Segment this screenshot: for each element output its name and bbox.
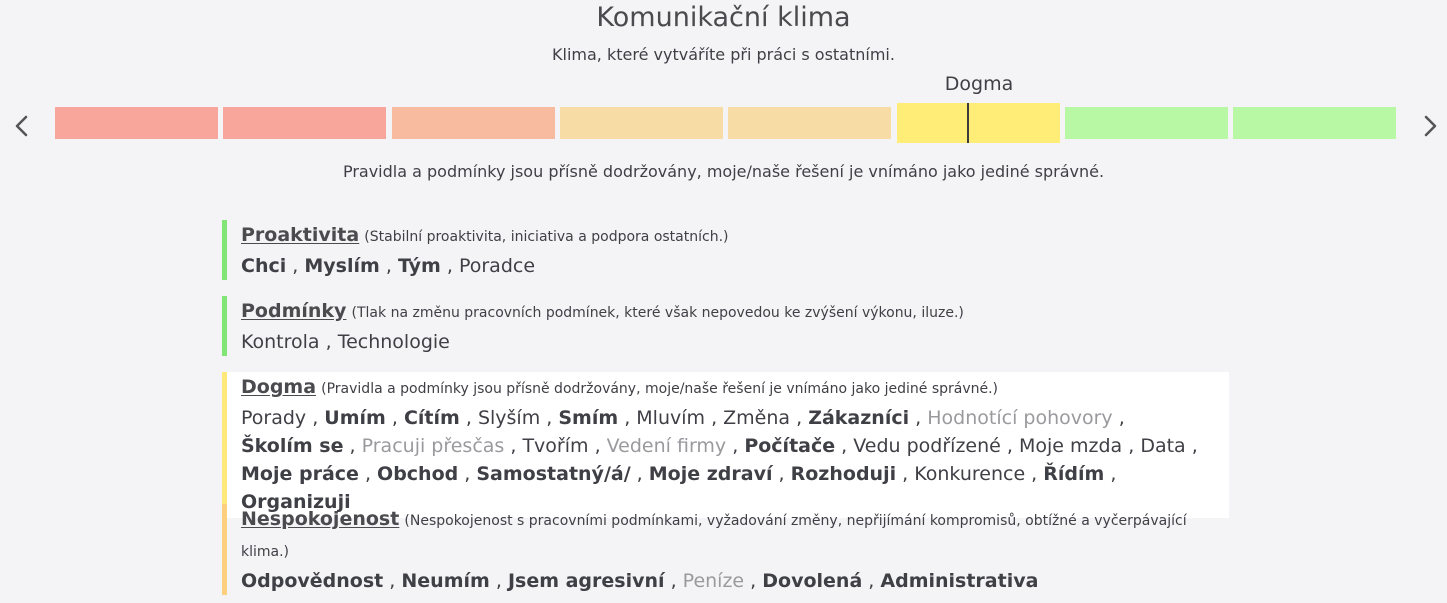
tag-item: Odpovědnost bbox=[241, 570, 384, 592]
tag-item: Mluvím bbox=[636, 407, 706, 429]
card-header bbox=[241, 372, 1229, 404]
tag-item: Slyším bbox=[477, 407, 541, 429]
card-note: (Tlak na změnu pracovních podmínek, které však nepovedou ke zvýšení výkonu, iluze.) bbox=[351, 305, 964, 321]
tag-item: Moje zdraví bbox=[648, 463, 773, 485]
scale-description: Pravidla a podmínky jsou přísně dodržovány, moje/naše řešení je vnímáno jako jediné správné. bbox=[342, 162, 1105, 181]
tag-item: Dovolená bbox=[762, 570, 863, 592]
card-title-link[interactable]: Nespokojenost bbox=[241, 508, 400, 530]
tag-item: Cítím bbox=[403, 407, 460, 429]
tag-item: Technologie bbox=[337, 331, 450, 353]
scale-active-label: Dogma bbox=[944, 73, 1014, 95]
card-note: (Stabilní proaktivita, iniciativa a podpora ostatních.) bbox=[364, 229, 729, 245]
tag-item: Samostatný/á/ bbox=[476, 463, 631, 485]
tag-item: Tvořím bbox=[522, 435, 589, 457]
tag-item: Myslím bbox=[304, 255, 380, 277]
card-tag-list: Chci , Myslím , Tým , Poradce bbox=[241, 255, 536, 277]
card-note: (Nespokojenost s pracovními podmínkami, vyžadování změny, nepřijímání kompromisů, obtížné a vyčerpávající klima.) bbox=[241, 513, 1187, 560]
chevron-right-icon bbox=[1416, 108, 1444, 144]
tag-item: Školím se bbox=[241, 435, 344, 457]
tag-item: Tým bbox=[397, 255, 441, 277]
card-tag-list: Porady , Umím , Cítím , Slyším , Smím , Mluvím , Změna , Zákazníci , Hodnotící pohovory , Školím se , Pracuji přesčas , Tvořím , Vedení firmy , Počítače , Vedu podřízené , Moje mzda , Data , Moje práce , Obchod , Samostatný/á/ , Moje zdraví , Rozhoduji , Konkurence , Řídím , Organizuji bbox=[241, 407, 1198, 513]
tag-item: Obchod bbox=[377, 463, 459, 485]
tag-item: Moje mzda bbox=[1018, 435, 1123, 457]
scale-segment-5[interactable] bbox=[728, 107, 891, 139]
scale-segment-7[interactable] bbox=[1065, 107, 1228, 139]
prev-button[interactable] bbox=[8, 108, 36, 144]
tag-item: Umím bbox=[324, 407, 386, 429]
scale-segment-1[interactable] bbox=[55, 107, 218, 139]
page-title: Komunikační klima bbox=[596, 2, 851, 33]
page-subtitle: Klima, které vytváříte při práci s ostatními. bbox=[552, 45, 895, 64]
climate-card-nespokojenost bbox=[222, 504, 1229, 595]
tag-item: Data bbox=[1140, 435, 1186, 457]
tag-item: Organizuji bbox=[241, 491, 351, 513]
card-header bbox=[241, 296, 1229, 328]
tag-item: Chci bbox=[241, 255, 287, 277]
tag-item: Zákazníci bbox=[808, 407, 910, 429]
climate-card-dogma bbox=[222, 372, 1229, 518]
card-header bbox=[241, 504, 1229, 567]
tag-item: Konkurence bbox=[914, 463, 1026, 485]
next-button[interactable] bbox=[1416, 108, 1444, 144]
tag-item: Změna bbox=[723, 407, 791, 429]
tag-item: Peníze bbox=[682, 570, 745, 592]
card-title-link[interactable]: Proaktivita bbox=[241, 224, 360, 246]
card-header bbox=[241, 220, 1229, 252]
scale-segment-6[interactable] bbox=[897, 103, 1060, 143]
tag-item: Kontrola bbox=[241, 331, 320, 353]
tag-item: Vedu podřízené bbox=[853, 435, 1001, 457]
tag-item: Vedení firmy bbox=[606, 435, 727, 457]
tag-item: Pracuji přesčas bbox=[361, 435, 505, 457]
tag-item: Smím bbox=[558, 407, 619, 429]
scale-marker bbox=[967, 103, 969, 143]
tag-item: Hodnotící pohovory bbox=[927, 407, 1113, 429]
climate-card-proaktivita bbox=[222, 220, 1229, 280]
card-color-bar bbox=[222, 220, 227, 280]
tag-item: Řídím bbox=[1043, 463, 1105, 485]
scale-segment-3[interactable] bbox=[392, 107, 555, 139]
tag-item: Moje práce bbox=[241, 463, 359, 485]
card-tag-list: Kontrola , Technologie bbox=[241, 331, 450, 353]
tag-item: Rozhoduji bbox=[790, 463, 897, 485]
tag-item: Jsem agresivní bbox=[507, 570, 665, 592]
card-color-bar bbox=[222, 372, 227, 518]
card-color-bar bbox=[222, 504, 227, 595]
card-tag-list: Odpovědnost , Neumím , Jsem agresivní , Peníze , Dovolená , Administrativa bbox=[241, 570, 1039, 592]
card-color-bar bbox=[222, 296, 227, 356]
scale-segment-8[interactable] bbox=[1233, 107, 1396, 139]
tag-item: Administrativa bbox=[880, 570, 1039, 592]
tag-item: Neumím bbox=[401, 570, 490, 592]
tag-item: Poradce bbox=[458, 255, 536, 277]
scale-segment-4[interactable] bbox=[560, 107, 723, 139]
chevron-left-icon bbox=[8, 108, 36, 144]
card-note: (Pravidla a podmínky jsou přísně dodržovány, moje/naše řešení je vnímáno jako jediné správné.) bbox=[321, 381, 999, 397]
card-title-link[interactable]: Podmínky bbox=[241, 300, 347, 322]
tag-item: Porady bbox=[241, 407, 307, 429]
tag-item: Počítače bbox=[744, 435, 836, 457]
climate-scale[interactable] bbox=[55, 103, 1396, 143]
climate-card-podmínky bbox=[222, 296, 1229, 356]
card-title-link[interactable]: Dogma bbox=[241, 376, 317, 398]
scale-segment-2[interactable] bbox=[223, 107, 386, 139]
